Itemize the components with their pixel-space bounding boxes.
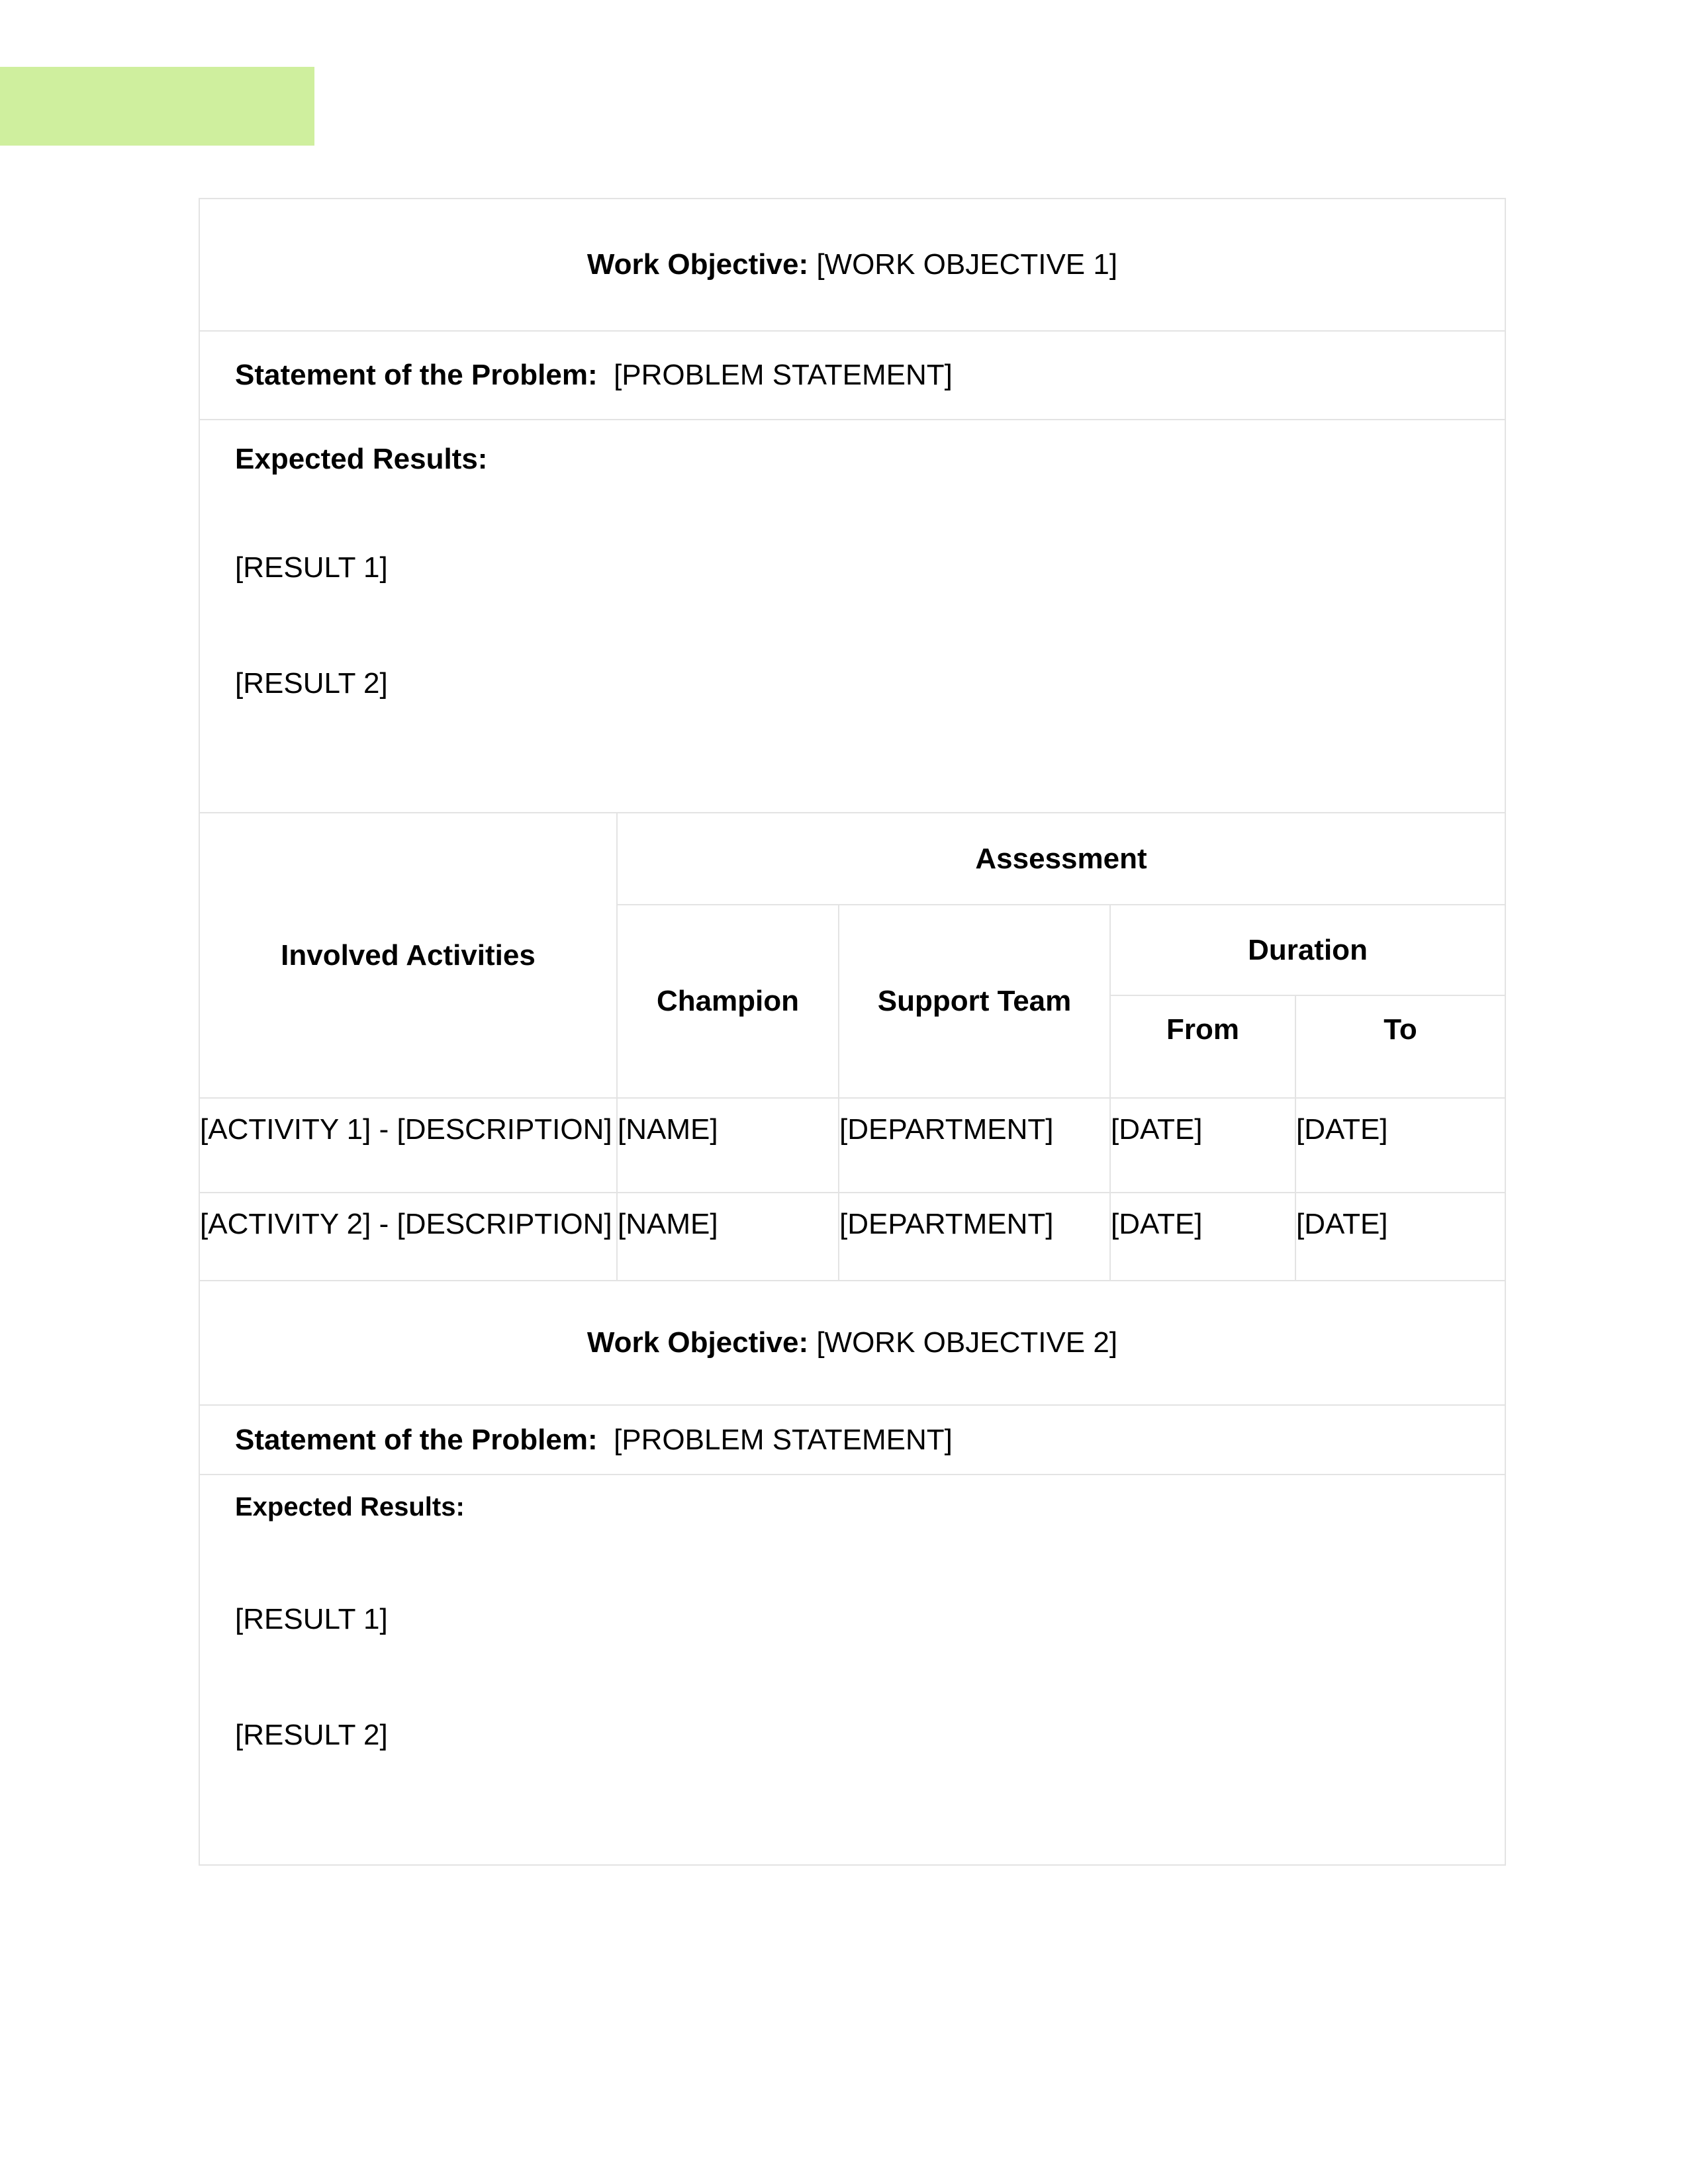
problem-statement-value: [PROBLEM STATEMENT] [597,1423,953,1456]
support-team-cell: [DEPARTMENT] [839,1098,1110,1193]
result-item: [RESULT 1] [235,551,388,584]
champion-header: Champion [617,905,839,1098]
problem-statement-label: Statement of the Problem: [235,359,598,391]
support-team-header: Support Team [839,905,1110,1098]
table-row [200,1098,1505,1193]
to-header: To [1295,995,1505,1098]
problem-statement-row [200,332,1505,420]
activities-section [200,813,1505,1281]
activity-cell: [ACTIVITY 1] - [DESCRIPTION] [200,1098,617,1193]
duration-header: Duration [1110,905,1505,995]
from-header: From [1110,995,1295,1098]
expected-results-label: Expected Results: [235,1492,465,1522]
expected-results-row [200,420,1505,813]
result-item: [RESULT 2] [235,1719,388,1751]
result-item: [RESULT 1] [235,1603,388,1635]
to-date-cell: [DATE] [1295,1193,1505,1280]
expected-results-label: Expected Results: [235,443,488,475]
work-objective-row [200,199,1505,332]
assessment-header: Assessment [617,813,1505,905]
table-row [200,1193,1505,1280]
work-objective-label: Work Objective: [586,248,809,281]
work-plan-document [199,198,1506,1866]
support-team-cell: [DEPARTMENT] [839,1193,1110,1280]
involved-activities-header: Involved Activities [200,813,617,1098]
problem-statement-label: Statement of the Problem: [235,1423,598,1456]
champion-cell: [NAME] [617,1193,839,1280]
result-item: [RESULT 2] [235,667,388,700]
work-objective-value: [WORK OBJECTIVE 2] [808,1326,1118,1359]
from-date-cell: [DATE] [1110,1193,1295,1280]
work-objective-value: [WORK OBJECTIVE 1] [808,248,1118,281]
to-date-cell: [DATE] [1295,1098,1505,1193]
problem-statement-row [200,1406,1505,1475]
activities-table [200,813,1505,1280]
activity-cell: [ACTIVITY 2] - [DESCRIPTION] [200,1193,617,1280]
problem-statement-value: [PROBLEM STATEMENT] [597,359,953,391]
work-objective-label: Work Objective: [586,1326,809,1359]
work-objective-row [200,1281,1505,1406]
header-accent-bar [0,67,314,146]
expected-results-row [200,1475,1505,1864]
champion-cell: [NAME] [617,1098,839,1193]
from-date-cell: [DATE] [1110,1098,1295,1193]
